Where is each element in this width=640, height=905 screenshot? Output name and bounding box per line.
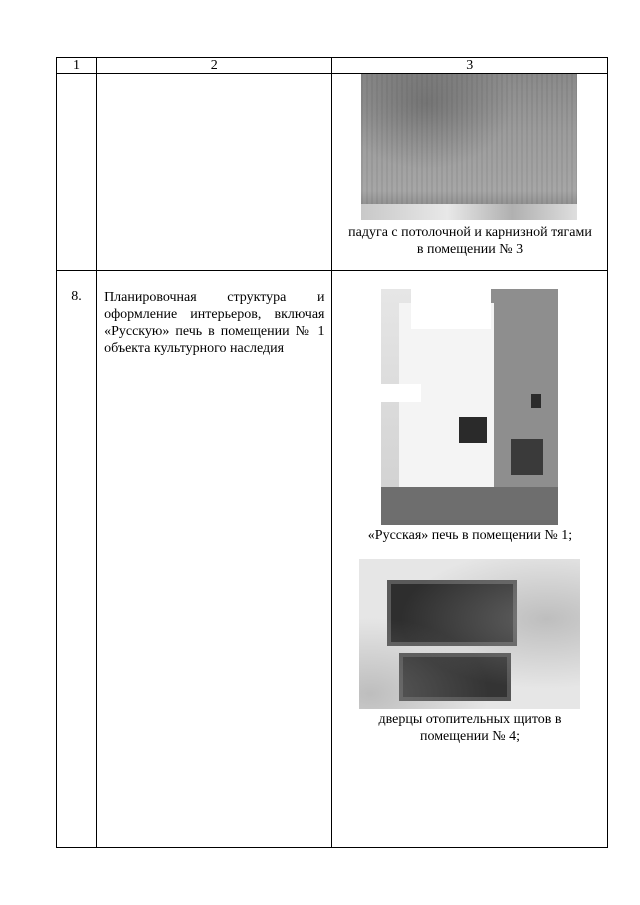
row-description: Планировочная структура и оформление интерьеров, включая «Русскую» печь в помещении № 1 объекта культурного наследия xyxy=(97,271,332,848)
table-row-continued xyxy=(57,74,608,271)
photo-stove xyxy=(399,303,494,503)
table-header-row xyxy=(57,58,608,74)
russian-stove-caption: «Русская» печь в помещении № 1; xyxy=(367,528,573,543)
caption-line-1: падуга с потолочной и карнизной тягами xyxy=(348,225,592,240)
row-illustration-cell xyxy=(332,74,608,271)
caption-line-2: в помещении № 3 xyxy=(416,242,524,257)
row-description-empty xyxy=(97,74,332,271)
photo-floor xyxy=(381,487,558,525)
photo-shading xyxy=(359,559,580,709)
row-number-empty xyxy=(57,74,97,271)
photo-bench xyxy=(381,384,421,402)
photo-chair xyxy=(511,439,543,475)
caption-line-2: помещении № 4; xyxy=(419,729,520,744)
stove-doors-photo xyxy=(359,559,580,709)
stove-doors-caption xyxy=(332,711,607,745)
header-col-3: 3 xyxy=(332,58,608,74)
photo-stove-mouth xyxy=(459,417,487,443)
table-row-8 xyxy=(57,271,608,848)
row-illustration-cell xyxy=(332,271,608,848)
photo-lamp xyxy=(531,394,541,408)
caption-line-1: дверцы отопительных щитов в xyxy=(378,712,562,727)
row-number: 8. xyxy=(57,271,97,848)
header-col-1: 1 xyxy=(57,58,97,74)
photo-stove-top xyxy=(411,289,491,329)
ceiling-photo-caption xyxy=(332,224,607,258)
cornice-band xyxy=(361,204,577,220)
header-col-2: 2 xyxy=(97,58,332,74)
ceiling-photo xyxy=(361,74,577,220)
russian-stove-photo xyxy=(381,289,558,525)
heritage-elements-table xyxy=(56,57,608,848)
